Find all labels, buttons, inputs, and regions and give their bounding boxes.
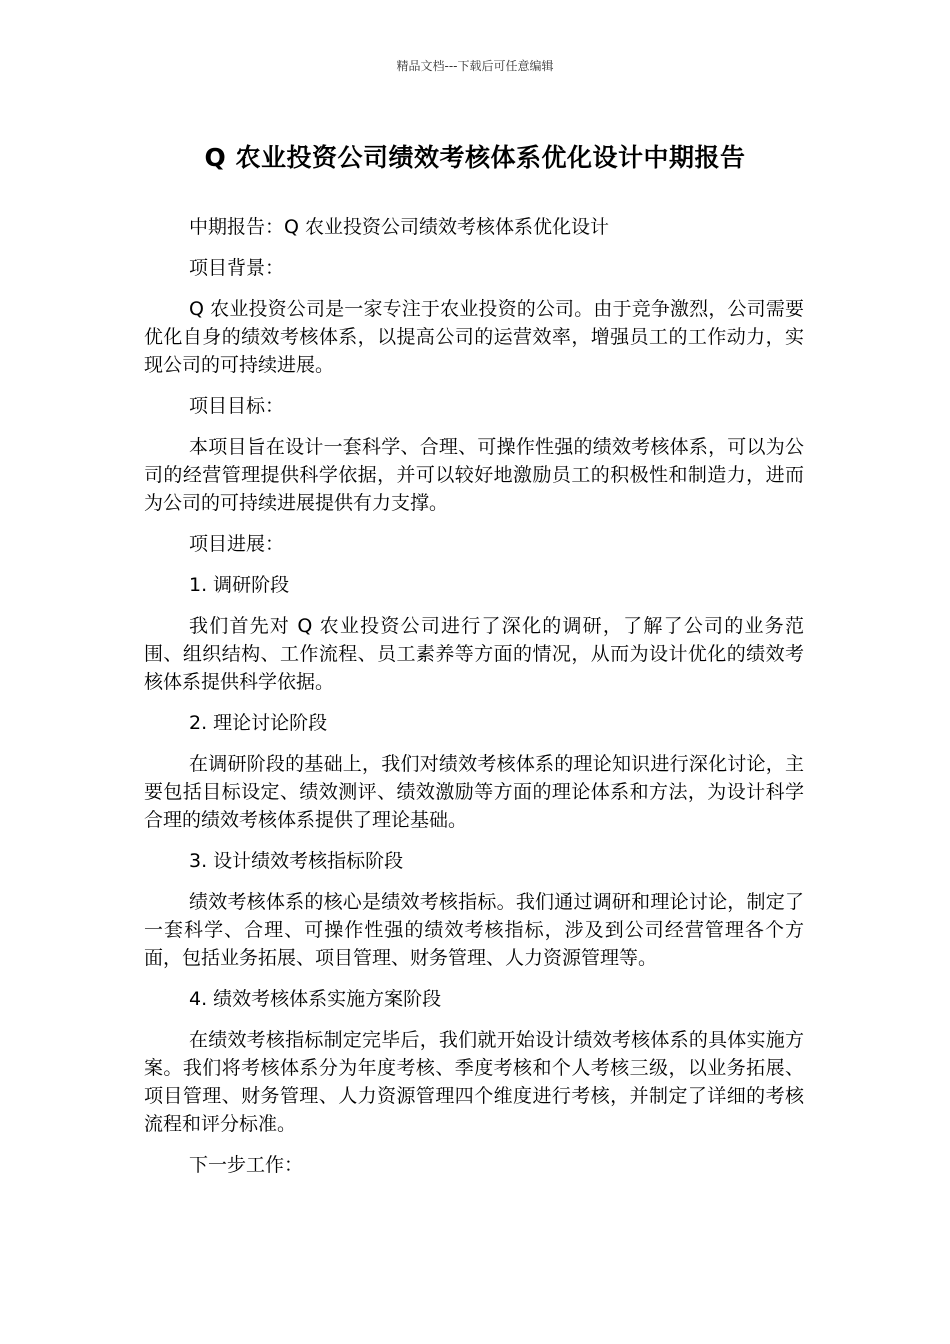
stage-2-heading: 2. 理论讨论阶段	[189, 712, 328, 734]
stage-3-paragraph: 绩效考核体系的核心是绩效考核指标。我们通过调研和理论讨论，制定了一套科学、合理、可操作性强的绩效考核指标，涉及到公司经营管理各个方面，包括业务拓展、项目管理、财务管理、人力资源管理等。	[144, 891, 804, 969]
section-heading-progress: 项目进展：	[189, 533, 285, 555]
background-paragraph: Q 农业投资公司是一家专注于农业投资的公司。由于竞争激烈，公司需要优化自身的绩效考核体系，以提高公司的运营效率，增强员工的工作动力，实现公司的可持续进展。	[144, 298, 804, 376]
goals-paragraph: 本项目旨在设计一套科学、合理、可操作性强的绩效考核体系，可以为公司的经营管理提供科学依据，并可以较好地激励员工的积极性和制造力，进而为公司的可持续进展提供有力支撑。	[144, 436, 804, 514]
section-heading-goals: 项目目标：	[189, 395, 285, 417]
section-heading-background: 项目背景：	[189, 257, 285, 279]
report-subject: 中期报告：Q 农业投资公司绩效考核体系优化设计	[189, 216, 609, 238]
stage-2-paragraph: 在调研阶段的基础上，我们对绩效考核体系的理论知识进行深化讨论，主要包括目标设定、绩效测评、绩效激励等方面的理论体系和方法，为设计科学合理的绩效考核体系提供了理论基础。	[144, 753, 804, 831]
stage-3-heading: 3. 设计绩效考核指标阶段	[189, 850, 404, 872]
stage-4-heading: 4. 绩效考核体系实施方案阶段	[189, 988, 442, 1010]
stage-1-paragraph: 我们首先对 Q 农业投资公司进行了深化的调研，了解了公司的业务范围、组织结构、工作流程、员工素养等方面的情况，从而为设计优化的绩效考核体系提供科学依据。	[144, 615, 804, 693]
header-note: 精品文档---下载后可任意编辑	[396, 59, 554, 73]
section-heading-next-steps: 下一步工作：	[189, 1154, 304, 1176]
stage-4-paragraph: 在绩效考核指标制定完毕后，我们就开始设计绩效考核体系的具体实施方案。我们将考核体系分为年度考核、季度考核和个人考核三级，以业务拓展、项目管理、财务管理、人力资源管理四个维度进行考核，并制定了详细的考核流程和评分标准。	[144, 1029, 804, 1135]
stage-1-heading: 1. 调研阶段	[189, 574, 290, 596]
document-title: Q 农业投资公司绩效考核体系优化设计中期报告	[204, 143, 746, 172]
document-body	[144, 213, 804, 1192]
